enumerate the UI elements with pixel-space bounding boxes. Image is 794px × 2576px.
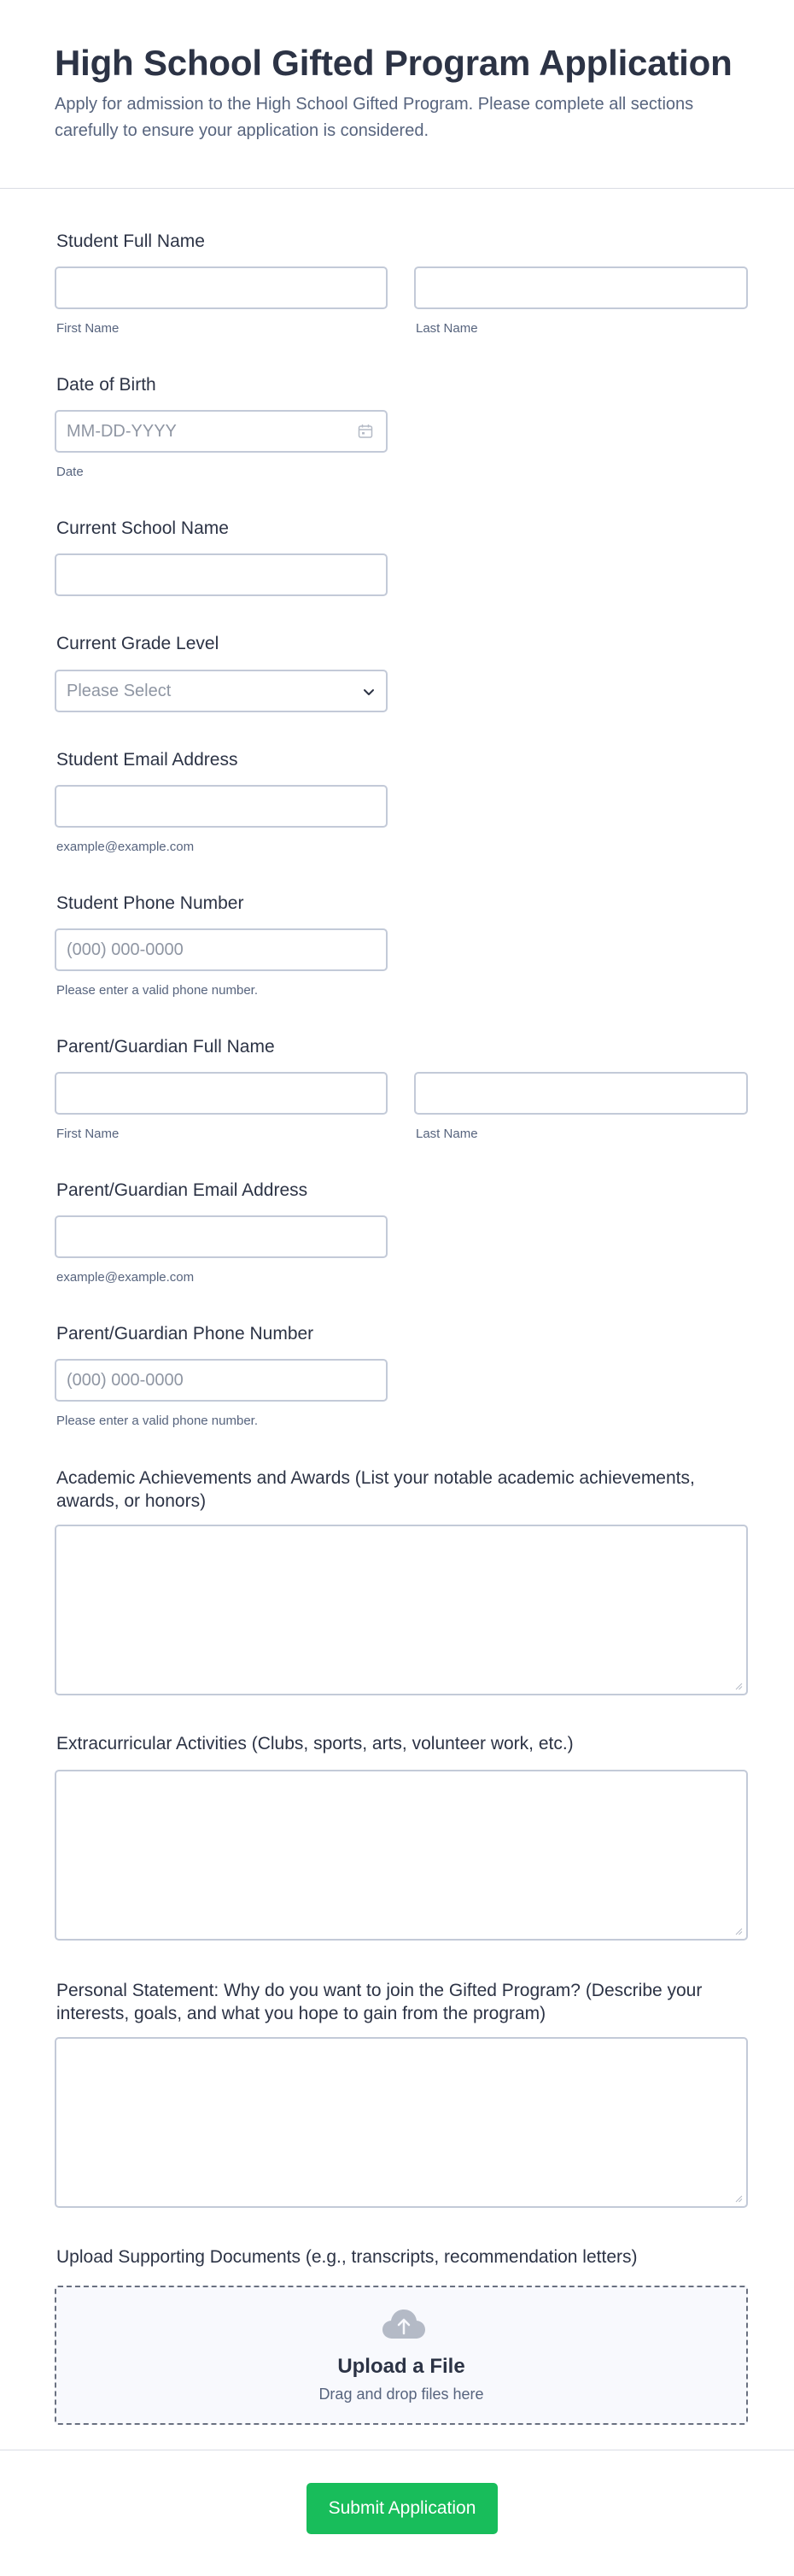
resize-grip-icon[interactable]: [734, 2194, 743, 2203]
school-label: Current School Name: [56, 518, 229, 538]
parent-email-label: Parent/Guardian Email Address: [56, 1180, 308, 1200]
parent-email-input[interactable]: [55, 1215, 388, 1258]
student-phone-label: Student Phone Number: [56, 893, 244, 913]
parent-phone-label: Parent/Guardian Phone Number: [56, 1324, 314, 1344]
parent-email-sublabel: example@example.com: [56, 1270, 195, 1285]
resize-grip-icon[interactable]: [734, 1682, 743, 1690]
grade-label: Current Grade Level: [56, 634, 219, 653]
parent-name-label: Parent/Guardian Full Name: [56, 1037, 275, 1057]
parent-first-name-input[interactable]: [55, 1072, 388, 1115]
dob-input[interactable]: [55, 410, 388, 453]
student-last-name-sublabel: Last Name: [416, 321, 478, 336]
student-first-name-sublabel: First Name: [56, 321, 120, 336]
statement-label: Personal Statement: Why do you want to join the Gifted Program? (Describe your interests, goals, and what you hope to gain from the program): [56, 1981, 703, 2023]
calendar-icon[interactable]: [358, 424, 373, 439]
file-upload-dropzone[interactable]: [55, 2286, 748, 2425]
extracurricular-label: Extracurricular Activities (Clubs, sports, arts, volunteer work, etc.): [56, 1734, 574, 1753]
student-name-label: Student Full Name: [56, 231, 205, 251]
cloud-upload-icon: [382, 2308, 426, 2342]
achievements-label: Academic Achievements and Awards (List your notable academic achievements, awards, or honors): [56, 1468, 695, 1511]
dob-sublabel: Date: [56, 465, 84, 479]
page-subtitle: Apply for admission to the High School Gifted Program. Please complete all sections carefully to ensure your application is considered.: [55, 95, 694, 140]
student-email-sublabel: example@example.com: [56, 840, 195, 854]
upload-label: Upload Supporting Documents (e.g., transcripts, recommendation letters): [56, 2247, 638, 2267]
student-email-input[interactable]: [55, 785, 388, 828]
parent-first-name-sublabel: First Name: [56, 1127, 120, 1141]
student-last-name-input[interactable]: [414, 266, 748, 309]
grade-select-value: Please Select: [67, 682, 172, 700]
resize-grip-icon[interactable]: [734, 1927, 743, 1935]
page-title: High School Gifted Program Application: [55, 43, 733, 83]
chevron-down-icon: [362, 685, 376, 699]
parent-last-name-input[interactable]: [414, 1072, 748, 1115]
achievements-textarea[interactable]: [55, 1525, 748, 1695]
submit-button[interactable]: Submit Application: [307, 2483, 498, 2534]
student-phone-input[interactable]: [55, 928, 388, 971]
dob-label: Date of Birth: [56, 375, 156, 395]
upload-hint: Drag and drop files here: [318, 2386, 484, 2403]
parent-phone-sublabel: Please enter a valid phone number.: [56, 1414, 258, 1428]
student-email-label: Student Email Address: [56, 750, 238, 770]
upload-title: Upload a File: [337, 2355, 465, 2378]
student-first-name-input[interactable]: [55, 266, 388, 309]
school-input[interactable]: [55, 553, 388, 596]
statement-textarea[interactable]: [55, 2037, 748, 2208]
parent-phone-input[interactable]: [55, 1359, 388, 1402]
form-header: [0, 0, 794, 189]
parent-last-name-sublabel: Last Name: [416, 1127, 478, 1141]
grade-select[interactable]: [55, 670, 388, 712]
extracurricular-textarea[interactable]: [55, 1770, 748, 1941]
student-phone-sublabel: Please enter a valid phone number.: [56, 983, 258, 998]
